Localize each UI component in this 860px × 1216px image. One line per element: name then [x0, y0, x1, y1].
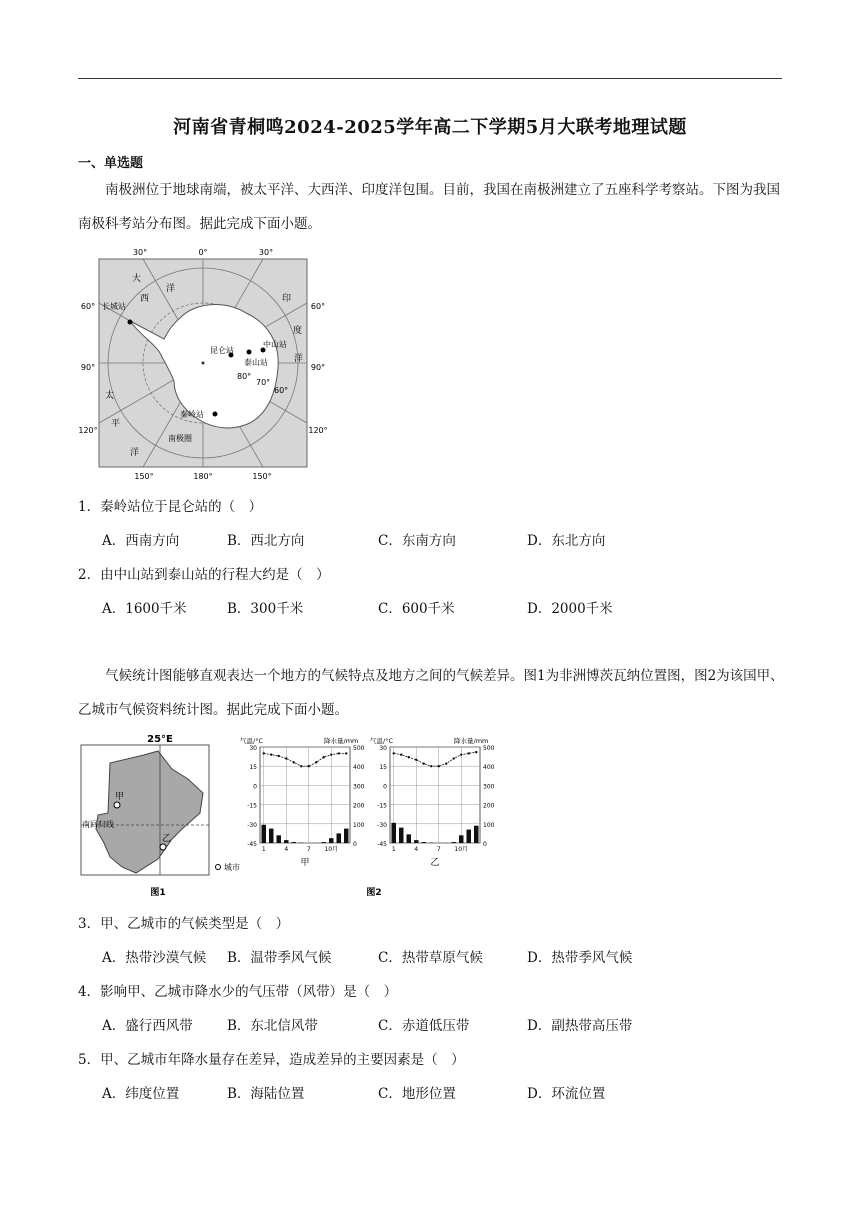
- temp-point: [285, 757, 287, 759]
- temp-point: [308, 765, 310, 767]
- ocean-label-atlantic-2: 西: [140, 294, 150, 304]
- temp-point: [330, 753, 332, 755]
- precip-bar: [467, 830, 472, 843]
- q5-option-c[interactable]: C．地形位置: [378, 1086, 456, 1102]
- passage-botswana: 气候统计图能够直观表达一个地方的气候特点及地方之间的气候差异。图1为非洲博茨瓦纳位置图，图2为该国甲、乙城市气候资料统计图。据此完成下面小题。: [78, 668, 784, 718]
- lon-label-30e: 30°: [258, 248, 274, 257]
- question-3-stem: 3．甲、乙城市的气候类型是（ ）: [78, 916, 290, 932]
- temp-point: [263, 752, 265, 754]
- precip-tick-label: 500: [483, 745, 495, 752]
- ocean-label-atlantic-3: 洋: [166, 284, 176, 294]
- chart-city-label: 甲: [300, 858, 310, 868]
- lon-label-90e: 90°: [310, 363, 326, 372]
- temp-point: [408, 756, 410, 758]
- lon-label-150e: 150°: [252, 472, 272, 481]
- month-tick-label: 10月: [454, 846, 469, 853]
- month-tick-label: 4: [284, 846, 289, 853]
- q5-option-d[interactable]: D．环流位置: [527, 1086, 606, 1102]
- fig1-caption: 图1: [150, 888, 166, 898]
- ocean-label-indian-2: 度: [293, 326, 303, 336]
- precip-tick-label: 0: [353, 841, 357, 848]
- precip-bar: [262, 825, 267, 843]
- temp-point: [445, 762, 447, 764]
- ocean-label-atlantic-1: 大: [132, 274, 142, 284]
- q3-option-d[interactable]: D．热带季风气候: [527, 950, 633, 966]
- temp-tick-label: -45: [247, 841, 257, 848]
- antarctica-map: [78, 243, 338, 483]
- temp-line: [264, 753, 347, 766]
- page-title: 河南省青桐鸣2024-2025学年高二下学期5月大联考地理试题: [173, 117, 687, 138]
- temp-point: [338, 752, 340, 754]
- city-a-dot: [114, 802, 120, 808]
- q4-option-b[interactable]: B．东北信风带: [227, 1018, 318, 1034]
- precip-bar: [407, 834, 412, 843]
- q1-option-d[interactable]: D．东北方向: [527, 533, 606, 549]
- temp-axis-title: 气温/°C: [240, 737, 263, 745]
- temp-tick-label: 0: [383, 783, 387, 791]
- precip-axis-title: 降水量/mm: [454, 737, 489, 745]
- precip-tick-label: 100: [353, 821, 365, 829]
- question-2-stem: 2．由中山站到泰山站的行程大约是（ ）: [78, 567, 330, 583]
- temp-point: [460, 753, 462, 755]
- precip-bar: [459, 835, 464, 843]
- precip-tick-label: 500: [353, 745, 365, 752]
- question-5-stem: 5．甲、乙城市年降水量存在差异，造成差异的主要因素是（ ）: [78, 1052, 465, 1068]
- temp-tick-label: -15: [377, 802, 387, 810]
- lat-label-80: 80°: [237, 372, 252, 381]
- q5-option-b[interactable]: B．海陆位置: [227, 1086, 305, 1102]
- chart-city-label: 乙: [430, 858, 440, 868]
- temp-point: [423, 762, 425, 764]
- precip-tick-label: 200: [353, 802, 365, 810]
- ocean-label-pacific-3: 洋: [130, 448, 140, 458]
- fig1-lon-label: 25°E: [147, 734, 173, 745]
- lon-label-60e: 60°: [310, 302, 326, 311]
- section-heading: 一、单选题: [78, 156, 144, 171]
- taishan-station-dot: [247, 350, 252, 355]
- q2-option-d[interactable]: D．2000千米: [527, 601, 613, 617]
- month-tick-label: 1: [261, 846, 266, 853]
- fig1-city-b-label: 乙: [162, 834, 172, 844]
- lon-label-180: 180°: [193, 472, 213, 481]
- question-1-stem: 1．秦岭站位于昆仑站的（ ）: [78, 499, 263, 515]
- temp-tick-label: -30: [247, 821, 257, 829]
- temp-tick-label: -15: [247, 802, 257, 810]
- precip-bar: [474, 826, 479, 843]
- precip-bar: [422, 842, 427, 843]
- city-b-dot: [160, 844, 166, 850]
- header-rule: [78, 78, 782, 79]
- temp-tick-label: -30: [377, 821, 387, 829]
- temp-point: [438, 765, 440, 767]
- q2-option-b[interactable]: B．300千米: [227, 601, 304, 617]
- fig1-legend-label: 城市: [224, 863, 240, 872]
- month-tick-label: 7: [436, 846, 441, 853]
- precip-bar: [414, 840, 419, 843]
- greatwall-station-dot: [128, 320, 133, 325]
- climate-chart-b: [370, 736, 495, 868]
- q1-option-a[interactable]: A．西南方向: [102, 533, 180, 549]
- temp-tick-label: 30: [249, 745, 257, 752]
- precip-tick-label: 400: [483, 764, 495, 772]
- fig1-tropic-label: 南回归线: [82, 820, 114, 829]
- chart-frame: [260, 747, 350, 843]
- temp-point: [278, 755, 280, 757]
- lon-label-150w: 150°: [134, 472, 154, 481]
- temp-point: [415, 759, 417, 761]
- precip-bar: [269, 829, 274, 843]
- q3-option-b[interactable]: B．温带季风气候: [227, 950, 332, 966]
- lon-label-120e: 120°: [308, 426, 328, 435]
- temp-point: [315, 761, 317, 763]
- q3-option-a[interactable]: A．热带沙漠气候: [102, 950, 207, 966]
- fig2-caption: 图2: [366, 888, 382, 898]
- ocean-label-pacific-1: 太: [105, 391, 115, 401]
- temp-line: [394, 752, 477, 766]
- lon-label-30w: 30°: [132, 248, 148, 257]
- q5-option-a[interactable]: A．纬度位置: [102, 1086, 180, 1102]
- temp-tick-label: -45: [377, 841, 387, 848]
- precip-bar: [344, 829, 349, 843]
- lon-label-120w: 120°: [78, 426, 98, 435]
- month-tick-label: 10月: [324, 846, 339, 853]
- temp-tick-label: 15: [249, 764, 257, 772]
- q2-option-c[interactable]: C．600千米: [378, 601, 455, 617]
- temp-point: [453, 757, 455, 759]
- temp-point: [468, 752, 470, 754]
- precip-bar: [284, 840, 289, 843]
- fig1-city-a-label: 甲: [115, 792, 125, 802]
- precip-bar: [337, 833, 342, 843]
- station-label-changcheng: 长城站: [102, 302, 126, 311]
- station-label-taishan: 泰山站: [244, 358, 268, 367]
- precip-tick-label: 200: [483, 802, 495, 810]
- temp-point: [270, 753, 272, 755]
- precip-tick-label: 100: [483, 821, 495, 829]
- q4-option-a[interactable]: A．盛行西风带: [102, 1018, 193, 1034]
- lon-label-60w: 60°: [80, 302, 96, 311]
- antarctic-circle-label: 南极圈: [168, 434, 192, 443]
- temp-tick-label: 30: [379, 745, 387, 752]
- precip-tick-label: 400: [353, 764, 365, 772]
- ocean-label-indian-3: 洋: [294, 354, 304, 364]
- precip-bar: [452, 842, 457, 843]
- climate-figures: [78, 733, 508, 903]
- ocean-label-indian-1: 印: [282, 294, 292, 304]
- precip-axis-title: 降水量/mm: [324, 737, 359, 745]
- q3-option-c[interactable]: C．热带草原气候: [378, 950, 483, 966]
- precip-bar: [277, 835, 282, 843]
- lat-label-60: 60°: [274, 386, 289, 395]
- temp-point: [300, 765, 302, 767]
- month-tick-label: 7: [306, 846, 311, 853]
- climate-chart-a: [240, 736, 365, 868]
- q1-option-b[interactable]: B．西北方向: [227, 533, 305, 549]
- temp-point: [323, 756, 325, 758]
- precip-bar: [329, 838, 334, 843]
- q2-option-a[interactable]: A．1600千米: [102, 601, 187, 617]
- temp-point: [345, 752, 347, 754]
- temp-tick-label: 0: [253, 783, 257, 791]
- q4-option-d[interactable]: D．副热带高压带: [527, 1018, 633, 1034]
- temp-axis-title: 气温/°C: [370, 737, 393, 745]
- precip-tick-label: 300: [353, 783, 365, 791]
- temp-point: [400, 753, 402, 755]
- lat-label-70: 70°: [256, 378, 271, 387]
- temp-tick-label: 15: [379, 764, 387, 772]
- legend-city-symbol: [216, 865, 221, 870]
- ocean-label-pacific-2: 平: [111, 419, 121, 429]
- passage-antarctica: 南极洲位于地球南端，被太平洋、大西洋、印度洋包围。目前，我国在南极洲建立了五座科学考察站。下图为我国南极科考站分布图。据此完成下面小题。: [78, 182, 780, 232]
- temp-point: [430, 765, 432, 767]
- temp-point: [293, 761, 295, 763]
- temp-point: [475, 751, 477, 753]
- lon-label-0: 0°: [198, 248, 208, 257]
- temp-point: [393, 752, 395, 754]
- question-4-stem: 4．影响甲、乙城市降水少的气压带（风带）是（ ）: [78, 984, 398, 1000]
- station-label-qinling: 秦岭站: [180, 410, 204, 419]
- month-tick-label: 1: [391, 846, 396, 853]
- precip-tick-label: 0: [483, 841, 487, 848]
- q1-option-c[interactable]: C．东南方向: [378, 533, 456, 549]
- precip-bar: [392, 823, 397, 843]
- month-tick-label: 4: [414, 846, 419, 853]
- station-label-kunlun: 昆仑站: [210, 346, 234, 355]
- station-label-zhongshan: 中山站: [263, 340, 287, 349]
- lon-label-90w: 90°: [80, 363, 96, 372]
- precip-tick-label: 300: [483, 783, 495, 791]
- q4-option-c[interactable]: C．赤道低压带: [378, 1018, 470, 1034]
- precip-bar: [292, 842, 297, 843]
- qinling-station-dot: [213, 412, 218, 417]
- precip-bar: [322, 842, 327, 843]
- precip-bar: [399, 828, 404, 843]
